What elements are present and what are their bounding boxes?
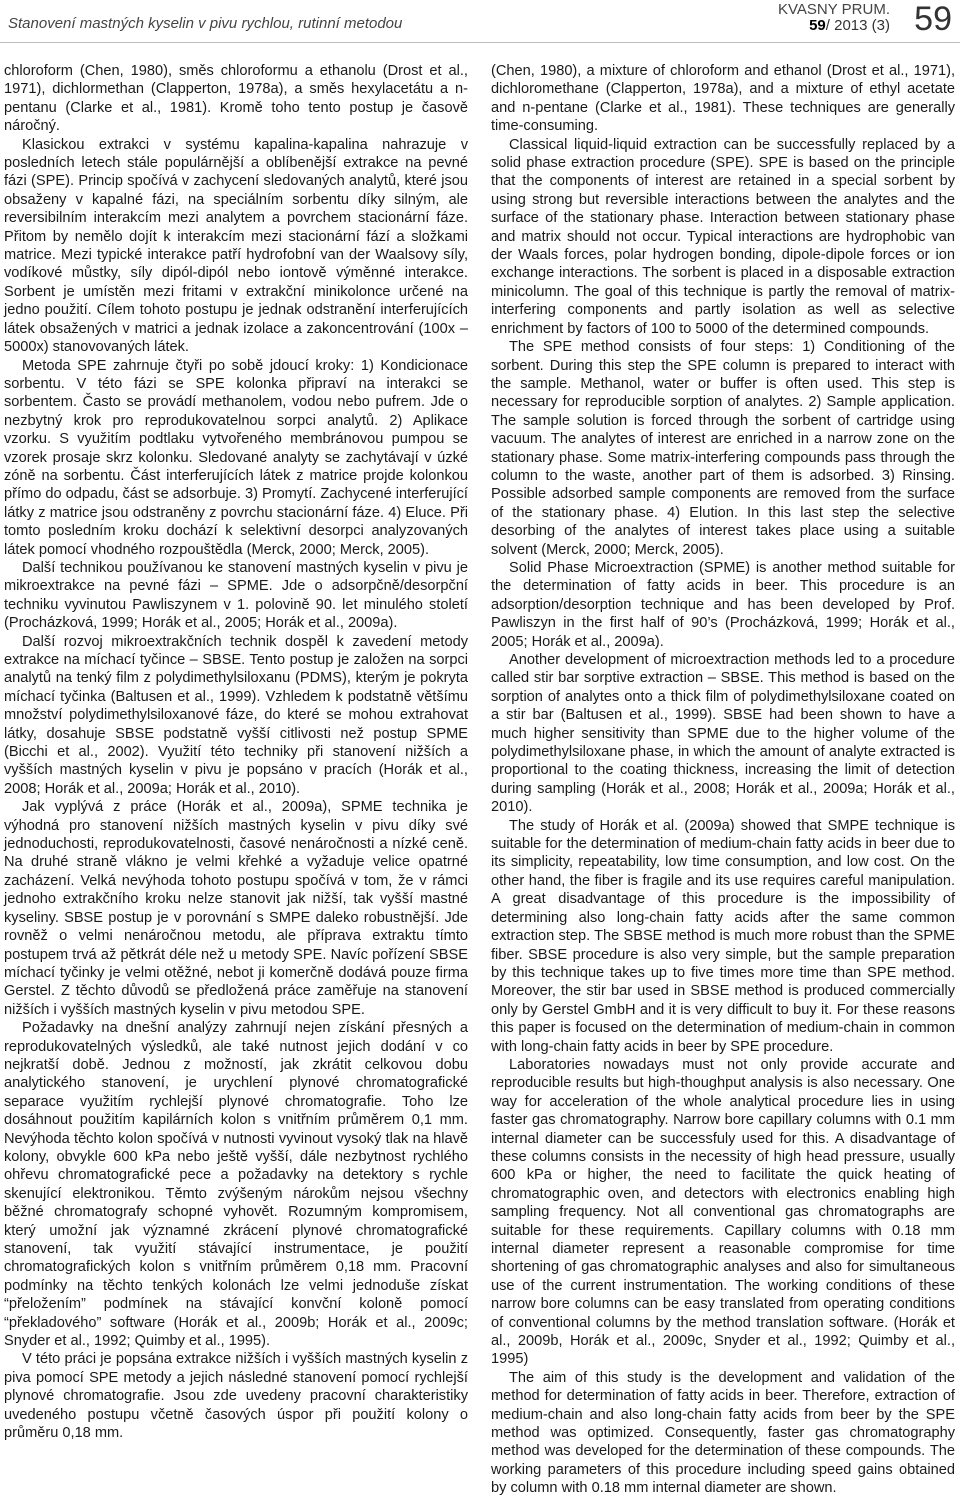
czech-paragraph: Metoda SPE zahrnuje čtyři po sobě jdoucí kroky: 1) Kondicionace sorbentu. V této fázi se SPE kolonka připraví na interakci se sorbentem. Často se provádí methanolem, vodou nebo pufrem. Jde o nezbytný krok pro reprodukovatelnou sorpci analytů. 2) Aplikace vzorku. S využitím podtlaku vytvořeného membránovou pumpou se vzorek prosaje skrz kolonku. Sledované analyty se zachytávají v úzké zóně na sorbentu. Část interferujících látek z matrice projde kolonkou přímo do odpadu, část se adsorbuje. 3) Promytí. Zachycené interferující látky z matrice jsou odstraněny z povrchu stacionární fáze. 4) Eluce. Při tomto posledním kroku dochází k selektivní desorpci analyzovaných látek pomocí vhodného rozpouštědla (Merck, 2000; Merck, 2005).	[4, 357, 468, 558]
running-title: Stanovení mastných kyselin v pivu rychlou, rutinní metodou	[8, 15, 403, 32]
english-paragraph: The SPE method consists of four steps: 1) Conditioning of the sorbent. During this step the SPE column is prepared to interact with the sample. Methanol, water or buffer is often used. This step is necessary for reproducible sorption of analytes. 2) Sample application. The sample solution is forced through the sorbent of cartridge using vacuum. The analytes of interest are enriched in a narrow zone on the stationary phase. Some matrix-interfering compounds pass through the column to the waste, another part of them is adsorbed. 3) Rinsing. Possible adsorbed sample components are removed from the surface of the stationary phase. 4) Elution. In this last step the selective desorbing of the analytes of interest takes place using a suitable solvent (Merck, 2000; Merck, 2005).	[491, 339, 955, 558]
english-paragraph: The study of Horák et al. (2009a) showed that SMPE technique is suitable for the determination of medium-chain fatty acids in beer due to its simplicity, repeatability, low time consumption, and low cost. On the other hand, the fiber is fragile and its use requires careful manipulation. A great disadvantage of this procedure is the impossibility of determining also long-chain fatty acids after the same common extraction step. The SBSE method is much more robust than the SPME fiber. SBSE procedure is also very simple, but the sample preparation by this technique takes up to five times more time than SPE method. Moreover, the stir bar used in SBSE method is produced commercially only by Gerstel GmbH and it is very difficult to buy it. For these reasons this paper is focused on the determination of medium-chain in common with long-chain fatty acids in beer by SPE procedure.	[491, 817, 955, 1055]
czech-paragraph: Požadavky na dnešní analýzy zahrnují nejen získání přesných a reprodukovatelných výsledků, ale také nutnost jejich dodání v co nejkratší době. Jednou z možností, jak zkrátit celkovou dobu analytického stanovení, je urychlení plynové chromatografické separace využitím rychlejší plynové chromatografie. Toho lze dosáhnout použitím kapilárních kolon s vnitřním průměrem 0,1 mm. Nevýhoda těchto kolon spočívá v nutnosti vyvinout vysoký tlak na hlavě kolony, obvykle 600 kPa nebo ještě vyšší, dále nezbytnost rychlého ohřevu chromatografické pece a požadavky na detektory s rychle skenující elektronikou. Těmto zvýšeným nárokům nejsou všechny běžné chromatografy schopné vyhovět. Rozumným kompromisem, který umožní jak významné zkrácení plynové chromatografické stanovení, tak využití stávající instrumentace, je použití chromatografických kolon s vnitřním průměrem 0,18 mm. Pracovní podmínky na těchto tenkých kolonách lze velmi jednoduše získat “přeložením” podmínek na stávající konvční koloně pomocí “překladového” software (Horák et al., 2009b; Horák et al., 2009c; Snyder et al., 1992; Quimby et al., 1995).	[4, 1020, 468, 1350]
journal-issue	[778, 18, 890, 34]
czech-paragraph: V této práci je popsána extrakce nižších i vyšších mastných kyselin z piva pomocí SPE metody a jejich následné stanovení pomocí rychlejší plynové chromatografie. Jsou zde uvedeny pracovní charakteristiky uvedeného postupu včetně časových úspor při použití kolony o průměru 0,18 mm.	[4, 1351, 468, 1442]
page-header	[0, 0, 960, 44]
right-column-english	[491, 62, 955, 1497]
journal-name: KVASNY PRUM.	[778, 1, 890, 18]
english-paragraph: Solid Phase Microextraction (SPME) is another method suitable for the determination of fatty acids in beer. This procedure is an adsorption/desorption technique and has been developed by Prof. Pawliszyn in the first half of 90’s (Procházková, 1999; Horák et al., 2005; Horák et al., 2009a).	[491, 559, 955, 650]
english-paragraph: Another development of microextraction methods led to a procedure called stir bar sorptive extraction – SBSE. This method is based on the sorption of analytes onto a thick film of polydimethylsiloxane coated on a stir bar (Baltusen et al., 1999). SBSE had been shown to have a much higher sensitivity than SPME due to the higher volume of the polydimethylsiloxane phase, in which the amount of analyte extracted is proportional to the coating thickness, increasing the limit of detection during sampling (Horák et al., 2008; Horák et al., 2009a; Horák et al., 2010).	[491, 652, 955, 816]
journal-info	[778, 2, 890, 34]
left-column-czech	[4, 62, 468, 1442]
header-rule	[0, 42, 960, 43]
czech-paragraph: chloroform (Chen, 1980), směs chloroformu a ethanolu (Drost et al., 1971), dichlormethan (Clapperton, 1978a), a směs hexylacetátu a n-pentanu (Clarke et al., 1981). Kromě toho tento postup je časově náročný.	[4, 63, 468, 135]
english-paragraph: The aim of this study is the development and validation of the method for determination of fatty acids in beer. Therefore, extraction of medium-chain and also long-chain fatty acids from beer by the SPE method was optimized. Consequently, faster gas chromatography method was developed for the determination of these compounds. The working parameters of this procedure including speed gains obtained by column with 0.18 mm internal diameter are shown.	[491, 1369, 955, 1497]
issue-year: / 2013 (3)	[825, 17, 890, 34]
english-paragraph: Classical liquid-liquid extraction can be successfully replaced by a solid phase extraction procedure (SPE). SPE is based on the principle that the components of interest are retained in a special sorbent by using strong but reversible interactions between the analytes and the surface of the stationary phase. Interaction between stationary phase and matrix should not occur. Typical interactions are hydrophobic van der Waals forces, polar hydrogen bonding, dipole-dipole forces or ion exchange interactions. The sorbent is placed in a disposable extraction minicolumn. The goal of this technique is partly the removal of matrix-interfering components and partly isolation as well as selective enrichment by factors of 100 to 5000 of the determined compounds.	[491, 136, 955, 337]
czech-paragraph: Další rozvoj mikroextrakčních technik dospěl k zavedení metody extrakce na míchací tyčince – SBSE. Tento postup je založen na sorpci analytů na tenký film z polydimethylsiloxanu (PDMS), kterým je pokryta míchací tyčinka (Baltusen et al., 1999). Vzhledem k podstatně většímu množství polydimethylsiloxanové fáze, do které se mohou extrahovat látky, dosahuje SBSE podstatně vyšší citlivosti než postup SPME (Bicchi et al., 2002). Využití této techniky při stanovení nižších a vyšších mastných kyselin v pivu je popsáno v pracích (Horák et al., 2008; Horák et al., 2009a; Horák et al., 2010).	[4, 633, 468, 797]
english-paragraph: (Chen, 1980), a mixture of chloroform and ethanol (Drost et al., 1971), dichloromethane (Clapperton, 1978a), and a mixture of ethyl acetate and n-pentane (Clarke et al., 1981). These techniques are generally time-consuming.	[491, 63, 955, 135]
czech-paragraph: Klasickou extrakci v systému kapalina-kapalina nahrazuje v posledních letech stále populárnější a oblíbenější extrakce na pevné fázi (SPE). Princip spočívá v zachycení sledovaných analytů, které jsou obsaženy v kapalné fázi, na speciálním sorbentu díky silným, ale reversibilním interakcím mezi analytem a povrchem stacionární fáze. Přitom by nemělo dojít k interakcím mezi stacionární fází a složkami matrice. Mezi typické interakce patří hydrofobní van der Waalsovy síly, vodíkové můstky, síly dipól-dipól nebo iontově výměnné interakce. Sorbent je umístěn mezi fritami v extrakční minikolonce určené na jedno použití. Cílem tohoto postupu je jednak odstranění interferujících látek obsažených v matrici a jednak izolace a zakoncentrování (100x – 5000x) stanovovaných látek.	[4, 136, 468, 356]
czech-paragraph: Jak vyplývá z práce (Horák et al., 2009a), SPME technika je výhodná pro stanovení nižších mastných kyselin v pivu díky své jednoduchosti, reprodukovatelnosti, časové nenáročnosti a nízké ceně. Na druhé straně vlákno je velmi křehké a vyžaduje velice opatrné zacházení. Velká nevýhoda tohoto postupu spočívá v tom, že v rámci jednoho extrakčního kroku nelze stanovit jak nižší, tak vyšší mastné kyseliny. SBSE postup je v porovnání s SMPE daleko robustnější. Jde rovněž o velmi nenáročnou metodu, ale příprava extraktu tímto postupem trvá až pětkrát déle než u metody SPE. Navíc pořízení SBSE míchací tyčinky je velmi otěžné, nebot ji komerčně dodává pouze firma Gerstel. Z těchto důvodů se předložená práce zaměřuje na stanovení nižších i vyšších mastných kyselin v pivu metodou SPE.	[4, 799, 468, 1018]
czech-paragraph: Další technikou používanou ke stanovení mastných kyselin v pivu je mikroextrakce na pevné fázi – SPME. Jde o adsorpčně/desorpční techniku vyvinutou Pawliszynem v 1. polovině 90. let minulého století (Procházková, 1999; Horák et al., 2005; Horák et al., 2009a).	[4, 559, 468, 632]
issue-volume: 59	[809, 17, 826, 34]
page-number: 59	[914, 0, 952, 38]
english-paragraph: Laboratories nowadays must not only provide accurate and reproducible results but high-thoughput analysis is also necessary. One way for acceleration of the whole analytical procedure lies in using faster gas chromatography. Narrow bore capillary columns with 0.1 mm internal diameter can be successfuly used for this. A disadvantage of these columns consists in the necessity of high head pressure, usually 600 kPa or higher, the need to facilitate the quick heating of chromatographic oven, and detectors with electronics enabling high sampling frequency. Not all conventional gas chromatographs are suitable for these requirements. Capillary columns with 0.18 mm internal diameter represent a reasonable compromise for time shortening of gas chromatographic analyses and also for simultaneous use of the current instrumentation. The working conditions of these narrow bore columns can be easy translated from operating conditions of conventional columns by the method translation software. (Horák et al., 2009b, Horák et al., 2009c, Snyder et al., 1992; Quimby et al., 1995)	[491, 1056, 955, 1368]
